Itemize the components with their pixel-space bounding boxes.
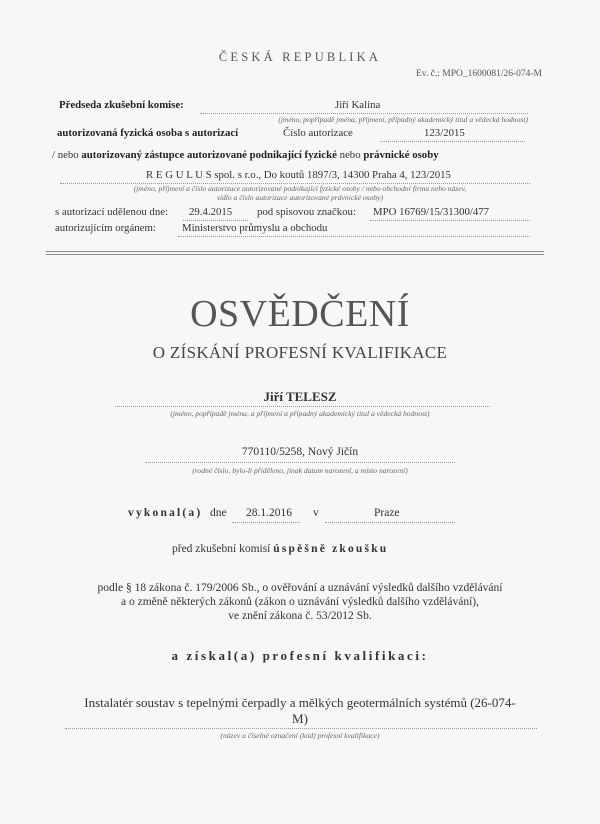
granted-date: 29.4.2015 xyxy=(189,206,233,218)
law-line-2: a o změně některých zákonů (zákon o uznávání výsledků dalšího vzdělávání), xyxy=(121,596,479,608)
qualification-line xyxy=(65,728,537,729)
qualification-line-1: Instalatér soustav s tepelnými čerpadly a mělkých geotermálních systémů (26-074- xyxy=(84,695,516,710)
certificate-title: OSVĚDČENÍ xyxy=(190,293,410,335)
legal-person-label: právnické osoby xyxy=(363,149,439,161)
chair-note: (jméno, popřípadě jména, příjmení, případný akademický titul a vědecká hodnost) xyxy=(278,115,528,124)
file-number: MPO 16769/15/31300/477 xyxy=(373,206,490,218)
authority-line xyxy=(178,236,530,237)
exam-date: 28.1.2016 xyxy=(246,507,292,519)
divider-top xyxy=(46,251,544,252)
certificate-subtitle: O ZÍSKÁNÍ PROFESNÍ KVALIFIKACE xyxy=(152,343,448,362)
authority-name: Ministerstvo průmyslu a obchodu xyxy=(182,222,328,234)
country-heading: ČESKÁ REPUBLIKA xyxy=(218,50,382,64)
authority-label: autorizujícím orgánem: xyxy=(55,222,156,234)
qualification-note: (název a číselné označení (kód) profesní kvalifikace) xyxy=(220,731,380,740)
company-note-2: sídlo a číslo autorizace autorizované právnické osoby) xyxy=(216,193,384,202)
exam-date-line xyxy=(232,522,300,523)
company-note-1: (jméno, příjmení a číslo autorizace autorizované podnikající fyzické osoby / nebo obchodní firma nebo název, xyxy=(133,184,467,193)
birth-note: (rodné číslo, bylo-li přiděleno, jinak datum narození, a místo narození) xyxy=(192,466,408,475)
law-line-1: podle § 18 zákona č. 179/2006 Sb., o ověřování a uznávání výsledků dalšího vzdělávání xyxy=(97,582,503,594)
authorized-rep-label: autorizovaný zástupce autorizované podnikající fyzické xyxy=(81,149,337,161)
performed-label: vykonal(a) xyxy=(128,507,203,519)
chair-label: Předseda zkušební komise: xyxy=(59,99,184,111)
exam-place: Praze xyxy=(374,507,400,519)
authorization-number: 123/2015 xyxy=(424,127,465,139)
success-label: úspěšně zkoušku xyxy=(273,543,389,555)
authorization-number-line xyxy=(380,141,525,142)
company-brand: R E G U L U S xyxy=(146,169,212,181)
granted-label: s autorizací udělenou dne: xyxy=(55,206,169,218)
acquired-heading: a získal(a) profesní kvalifikaci: xyxy=(171,648,429,663)
file-label: pod spisovou značkou: xyxy=(257,206,356,218)
holder-line xyxy=(115,406,490,407)
holder-name: Jiří TELESZ xyxy=(263,389,337,404)
evidence-number: Ev. č.: MPO_1600081/26-074-M xyxy=(415,69,542,79)
qualification-line-2: M) xyxy=(292,711,308,726)
or-middle: nebo xyxy=(339,149,361,161)
granted-date-line xyxy=(183,220,248,221)
chair-line xyxy=(200,113,528,114)
chair-name: Jiří Kalina xyxy=(335,99,381,111)
day-label: dne xyxy=(210,507,227,519)
divider-bottom xyxy=(46,254,544,255)
authorized-person-label: autorizovaná fyzická osoba s autorizací xyxy=(57,127,239,139)
holder-note: (jméno, popřípadě jména, a příjmení a případný akademický titul a vědecká hodnost) xyxy=(170,409,430,418)
birth-line xyxy=(145,462,455,463)
file-number-line xyxy=(370,220,530,221)
or-prefix: / nebo xyxy=(52,149,79,161)
birth-info: 770110/5258, Nový Jičín xyxy=(241,446,359,458)
in-label: v xyxy=(313,507,319,519)
company-details: spol. s r.o., Do koutů 1897/3, 14300 Praha 4, 123/2015 xyxy=(214,169,451,181)
before-commission: před zkušební komisí xyxy=(172,543,271,555)
authorization-number-label: Číslo autorizace xyxy=(283,127,353,139)
exam-place-line xyxy=(325,522,455,523)
law-line-3: ve znění zákona č. 53/2012 Sb. xyxy=(228,610,372,622)
